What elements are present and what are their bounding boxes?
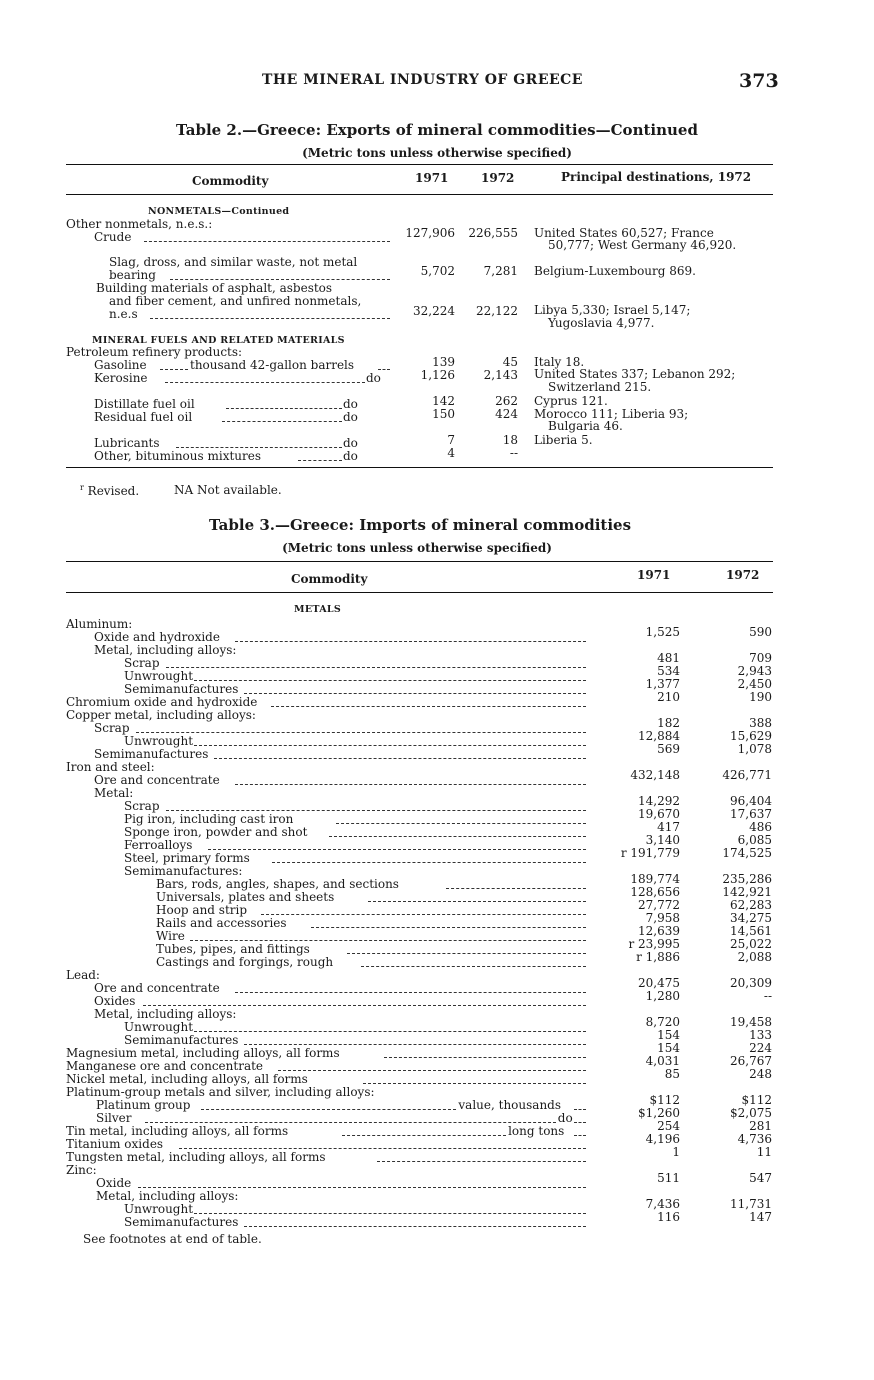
table-row-label: Wire xyxy=(156,929,185,943)
leader-dots xyxy=(214,758,586,759)
table-cell-destination: Liberia 5. xyxy=(534,433,593,447)
table-cell-1972: 142,921 xyxy=(722,885,772,899)
leader-dots xyxy=(342,1135,506,1136)
table2-col-commodity: Commodity xyxy=(192,174,269,188)
table2-footnote-na: NA Not available. xyxy=(174,483,282,497)
leader-dots xyxy=(150,318,390,319)
table-cell-1971: 139 xyxy=(432,355,455,369)
table-cell-destination: 50,777; West Germany 46,920. xyxy=(548,238,737,252)
table-row-label: Semimanufactures: xyxy=(124,864,243,878)
leader-dots xyxy=(298,460,342,461)
unit-label: do xyxy=(366,371,381,385)
table-row-label: Bars, rods, angles, shapes, and sections xyxy=(156,877,399,891)
table-cell-1972: $2,075 xyxy=(730,1106,772,1120)
table-cell-1972: 174,525 xyxy=(722,846,772,860)
leader-dots xyxy=(378,369,390,370)
table-cell-1972: 15,629 xyxy=(730,729,772,743)
table-row-label: Platinum group xyxy=(96,1098,191,1112)
table-cell-1972: 19,458 xyxy=(730,1015,772,1029)
table-cell-1972: 424 xyxy=(495,407,518,421)
leader-dots xyxy=(574,1135,586,1136)
leader-dots xyxy=(235,784,586,785)
table-cell-1972: 709 xyxy=(749,651,772,665)
table-cell-1971: 7 xyxy=(447,433,455,447)
leader-dots xyxy=(166,667,587,668)
table-cell-destination: Italy 18. xyxy=(534,355,585,369)
table-cell-1972: 486 xyxy=(749,820,772,834)
table-cell-destination: Yugoslavia 4,977. xyxy=(548,316,655,330)
unit-label: do xyxy=(343,436,358,450)
table-cell-1971: 85 xyxy=(664,1067,680,1081)
table-row-label: Metal: xyxy=(94,786,134,800)
table-row-label: Hoop and strip xyxy=(156,903,248,917)
table-cell-1972: 18 xyxy=(502,433,518,447)
table-cell-1972: 262 xyxy=(495,394,518,408)
leader-dots xyxy=(574,1109,586,1110)
table-cell-1972: 590 xyxy=(749,625,772,639)
leader-dots xyxy=(368,901,586,902)
table-row-label: Ore and concentrate xyxy=(94,981,220,995)
table-row-label: Unwrought xyxy=(124,1202,194,1216)
table-cell-1971: 127,906 xyxy=(405,226,455,240)
leader-dots xyxy=(261,914,586,915)
table2-top-rule xyxy=(66,164,773,165)
table-cell-1972: 226,555 xyxy=(468,226,518,240)
table-row-label: Unwrought xyxy=(124,669,194,683)
table-cell-1972: 2,143 xyxy=(483,368,518,382)
table-cell-1972: 388 xyxy=(749,716,772,730)
table-row: and fiber cement, and unfired nonmetals, xyxy=(109,294,362,308)
table-cell-1971: 1,377 xyxy=(645,677,680,691)
table-cell-1972: 1,078 xyxy=(737,742,772,756)
table-row-label: Titanium oxides xyxy=(66,1137,164,1151)
table-cell-1972: 281 xyxy=(749,1119,772,1133)
table-cell-1971: r 23,995 xyxy=(628,937,680,951)
table-cell-1971: 417 xyxy=(657,820,680,834)
leader-dots xyxy=(208,849,586,850)
table-cell-1971: 20,475 xyxy=(638,976,680,990)
leader-dots xyxy=(278,1070,586,1071)
leader-dots xyxy=(574,1122,586,1123)
table-row-label: Lead: xyxy=(66,968,100,982)
table-cell-1971: 182 xyxy=(657,716,680,730)
leader-dots xyxy=(361,966,586,967)
table-cell-1972: 6,085 xyxy=(737,833,772,847)
leader-dots xyxy=(377,1161,586,1162)
table-cell-destination: Libya 5,330; Israel 5,147; xyxy=(534,303,691,317)
table-cell-1971: $112 xyxy=(649,1093,680,1107)
leader-dots xyxy=(176,447,342,448)
table-cell-1972: 22,122 xyxy=(476,304,518,318)
leader-dots xyxy=(136,732,587,733)
table-cell-1971: 210 xyxy=(657,690,680,704)
table2-title: Table 2.—Greece: Exports of mineral commodities—Continued xyxy=(176,121,698,139)
table2-col-1972: 1972 xyxy=(481,171,515,185)
table-row: n.e.s xyxy=(109,307,138,321)
leader-dots xyxy=(145,1122,556,1123)
table3-section-metals: METALS xyxy=(294,604,342,615)
leader-dots xyxy=(244,1044,586,1045)
table-cell-1971: 154 xyxy=(657,1028,680,1042)
table-row-label: Magnesium metal, including alloys, all forms xyxy=(66,1046,340,1060)
table-cell-1972: 45 xyxy=(502,355,518,369)
unit-label: do xyxy=(557,1111,573,1125)
table-cell-1972: 11,731 xyxy=(730,1197,772,1211)
table-row-label: Unwrought xyxy=(124,1020,194,1034)
table-cell-1971: 189,774 xyxy=(630,872,680,886)
table-row: Petroleum refinery products: xyxy=(66,345,243,359)
table-cell-destination: Morocco 111; Liberia 93; xyxy=(534,407,689,421)
table-cell-1972: 235,286 xyxy=(722,872,772,886)
table-cell-1972: 96,404 xyxy=(730,794,772,808)
table-cell-1971: 4,196 xyxy=(645,1132,680,1146)
table-row-label: Scrap xyxy=(124,799,160,813)
table-cell-1971: 27,772 xyxy=(638,898,680,912)
table-cell-1971: 32,224 xyxy=(413,304,455,318)
table2-header-rule xyxy=(66,194,773,195)
table-row-label: Semimanufactures xyxy=(94,747,209,761)
leader-dots xyxy=(311,927,586,928)
table2-bottom-rule xyxy=(66,467,773,468)
table-cell-1971: r 191,779 xyxy=(620,846,680,860)
table3-top-rule xyxy=(66,561,773,562)
table-cell-1971: 142 xyxy=(432,394,455,408)
leader-dots xyxy=(144,241,390,242)
table-cell-1972: 25,022 xyxy=(730,937,772,951)
table-row: bearing xyxy=(109,268,156,282)
leader-dots xyxy=(194,680,586,681)
table-cell-1972: 34,275 xyxy=(730,911,772,925)
table-row-label: Semimanufactures xyxy=(124,1215,239,1229)
table-cell-1972: $112 xyxy=(741,1093,772,1107)
table-row-label: Copper metal, including alloys: xyxy=(66,708,256,722)
table-cell-1971: 481 xyxy=(657,651,680,665)
leader-dots xyxy=(201,1109,456,1110)
table-cell-1971: 1,280 xyxy=(645,989,680,1003)
table-row-label: Pig iron, including cast iron xyxy=(124,812,294,826)
table3-subtitle: (Metric tons unless otherwise specified) xyxy=(282,541,552,555)
table-row: Other nonmetals, n.e.s.: xyxy=(66,217,213,231)
table-row-label: Oxide xyxy=(96,1176,132,1190)
table-cell-1971: r 1,886 xyxy=(636,950,680,964)
table-cell-1971: 7,958 xyxy=(645,911,680,925)
table-cell-1971: $1,260 xyxy=(638,1106,680,1120)
leader-dots xyxy=(194,1031,586,1032)
table3-col-commodity: Commodity xyxy=(291,572,368,586)
table-row-label: Semimanufactures xyxy=(124,1033,239,1047)
table-row: Lubricants xyxy=(94,436,160,450)
table-cell-1972: 2,088 xyxy=(737,950,772,964)
unit-label: do xyxy=(343,397,358,411)
leader-dots xyxy=(194,745,586,746)
page-number: 373 xyxy=(739,70,779,92)
table2-col-destinations: Principal destinations, 1972 xyxy=(561,170,752,184)
table-row-label: Rails and accessories xyxy=(156,916,287,930)
table2-section-fuels: MINERAL FUELS AND RELATED MATERIALS xyxy=(92,335,345,346)
leader-dots xyxy=(384,1057,586,1058)
table-cell-1971: 1,126 xyxy=(420,368,455,382)
table-row-label: Oxide and hydroxide xyxy=(94,630,220,644)
table-cell-1971: 1,525 xyxy=(645,625,680,639)
leader-dots xyxy=(143,1005,586,1006)
table-row-label: Oxides xyxy=(94,994,136,1008)
table-row: Building materials of asphalt, asbestos xyxy=(96,281,333,295)
table-cell-destination: United States 60,527; France xyxy=(534,226,714,240)
table-row-label: Manganese ore and concentrate xyxy=(66,1059,264,1073)
unit-label: long tons xyxy=(508,1124,565,1138)
table-cell-1972: 62,283 xyxy=(730,898,772,912)
table-cell-1972: 14,561 xyxy=(730,924,772,938)
table-cell-1972: -- xyxy=(763,989,772,1003)
unit-label: thousand 42-gallon barrels xyxy=(190,358,355,372)
table-cell-1972: 7,281 xyxy=(483,264,518,278)
table-row: Gasoline xyxy=(94,358,147,372)
leader-dots xyxy=(190,940,586,941)
table-row-label: Zinc: xyxy=(66,1163,97,1177)
table-cell-1971: 254 xyxy=(657,1119,680,1133)
table-row: Kerosine xyxy=(94,371,148,385)
leader-dots xyxy=(194,1213,586,1214)
table-cell-1971: 3,140 xyxy=(645,833,680,847)
leader-dots xyxy=(165,382,365,383)
table-cell-1972: 4,736 xyxy=(737,1132,772,1146)
table-cell-1972: 133 xyxy=(749,1028,772,1042)
leader-dots xyxy=(272,862,586,863)
table2-subtitle: (Metric tons unless otherwise specified) xyxy=(302,146,572,160)
table-row-label: Unwrought xyxy=(124,734,194,748)
table-row-label: Steel, primary forms xyxy=(124,851,250,865)
table-cell-1971: 150 xyxy=(432,407,455,421)
leader-dots xyxy=(446,888,586,889)
table-cell-destination: Belgium-Luxembourg 869. xyxy=(534,264,696,278)
table-row-label: Scrap xyxy=(124,656,160,670)
table-cell-1971: 128,656 xyxy=(630,885,680,899)
leader-dots xyxy=(138,1187,587,1188)
table-cell-destination: United States 337; Lebanon 292; xyxy=(534,367,736,381)
leader-dots xyxy=(160,369,188,370)
table3-col-1972: 1972 xyxy=(726,568,760,582)
table-cell-1972: 224 xyxy=(749,1041,772,1055)
table-cell-destination: Cyprus 121. xyxy=(534,394,608,408)
table-cell-destination: Switzerland 215. xyxy=(548,380,652,394)
table-row-label: Ore and concentrate xyxy=(94,773,220,787)
table-cell-1972: 190 xyxy=(749,690,772,704)
table3-title: Table 3.—Greece: Imports of mineral commodities xyxy=(208,516,632,534)
table-cell-1972: 17,637 xyxy=(730,807,772,821)
table-row-label: Sponge iron, powder and shot xyxy=(124,825,308,839)
table-cell-1971: 534 xyxy=(657,664,680,678)
table-cell-1972: 2,450 xyxy=(737,677,772,691)
table-cell-1971: 154 xyxy=(657,1041,680,1055)
leader-dots xyxy=(244,693,586,694)
table-row: Slag, dross, and similar waste, not metal xyxy=(109,255,358,269)
unit-label: do xyxy=(343,449,358,463)
table3-col-1971: 1971 xyxy=(637,568,671,582)
table-row: Residual fuel oil xyxy=(94,410,193,424)
table-cell-1971: 116 xyxy=(657,1210,680,1224)
leader-dots xyxy=(363,1083,586,1084)
table-row-label: Metal, including alloys: xyxy=(94,1007,237,1021)
leader-dots xyxy=(244,1226,586,1227)
table-row-label: Iron and steel: xyxy=(66,760,155,774)
table-row-label: Platinum-group metals and silver, including alloys: xyxy=(66,1085,375,1099)
table-cell-1971: 4,031 xyxy=(645,1054,680,1068)
leader-dots xyxy=(347,953,586,954)
leader-dots xyxy=(166,810,587,811)
table-cell-1971: 12,884 xyxy=(638,729,680,743)
table-cell-1971: 569 xyxy=(657,742,680,756)
table-row-label: Metal, including alloys: xyxy=(94,643,237,657)
table-row-label: Tubes, pipes, and fittings xyxy=(156,942,310,956)
table-cell-destination: Bulgaria 46. xyxy=(548,419,623,433)
table-cell-1972: 26,767 xyxy=(730,1054,772,1068)
leader-dots xyxy=(170,279,390,280)
table-row: Distillate fuel oil xyxy=(94,397,195,411)
table-row-label: Universals, plates and sheets xyxy=(156,890,335,904)
leader-dots xyxy=(226,408,342,409)
leader-dots xyxy=(235,641,586,642)
table-cell-1972: 20,309 xyxy=(730,976,772,990)
table-row-label: Ferroalloys xyxy=(124,838,193,852)
table-row-label: Semimanufactures xyxy=(124,682,239,696)
table-row-label: Tungsten metal, including alloys, all forms xyxy=(66,1150,326,1164)
table-cell-1971: 12,639 xyxy=(638,924,680,938)
table3-footnote: See footnotes at end of table. xyxy=(83,1232,262,1246)
table-cell-1972: 11 xyxy=(756,1145,772,1159)
unit-label: do xyxy=(343,410,358,424)
table-cell-1972: -- xyxy=(509,446,518,460)
table-row-label: Scrap xyxy=(94,721,130,735)
table2-col-1971: 1971 xyxy=(415,171,449,185)
table-cell-1971: 5,702 xyxy=(420,264,455,278)
table-row-label: Castings and forgings, rough xyxy=(156,955,334,969)
leader-dots xyxy=(329,836,586,837)
table-row: Other, bituminous mixtures xyxy=(94,449,262,463)
table-cell-1971: 1 xyxy=(672,1145,680,1159)
table-row: Crude xyxy=(94,230,132,244)
table-row-label: Metal, including alloys: xyxy=(96,1189,239,1203)
leader-dots xyxy=(271,706,586,707)
table-row-label: Silver xyxy=(96,1111,132,1125)
table-cell-1971: 7,436 xyxy=(645,1197,680,1211)
leader-dots xyxy=(222,421,342,422)
leader-dots xyxy=(336,823,586,824)
table-cell-1971: 14,292 xyxy=(638,794,680,808)
leader-dots xyxy=(235,992,586,993)
table-cell-1972: 426,771 xyxy=(722,768,772,782)
table-cell-1971: 4 xyxy=(447,446,455,460)
leader-dots xyxy=(179,1148,587,1149)
table-row-label: Tin metal, including alloys, all forms xyxy=(66,1124,289,1138)
table-cell-1971: 432,148 xyxy=(630,768,680,782)
table-row-label: Nickel metal, including alloys, all forms xyxy=(66,1072,308,1086)
table-row-label: Chromium oxide and hydroxide xyxy=(66,695,258,709)
table-cell-1972: 547 xyxy=(749,1171,772,1185)
table3-header-rule xyxy=(66,592,773,593)
unit-label: value, thousands xyxy=(458,1098,562,1112)
running-header: THE MINERAL INDUSTRY OF GREECE xyxy=(262,72,583,88)
table2-footnote: $^r$ Revised. xyxy=(80,483,140,498)
table2-section-nonmetals: NONMETALS—Continued xyxy=(148,206,290,217)
table-cell-1971: 19,670 xyxy=(638,807,680,821)
table-cell-1971: 8,720 xyxy=(645,1015,680,1029)
table-cell-1972: 147 xyxy=(749,1210,772,1224)
table-row-label: Aluminum: xyxy=(66,617,133,631)
table-cell-1972: 2,943 xyxy=(737,664,772,678)
table-cell-1972: 248 xyxy=(749,1067,772,1081)
table-cell-1971: 511 xyxy=(657,1171,680,1185)
